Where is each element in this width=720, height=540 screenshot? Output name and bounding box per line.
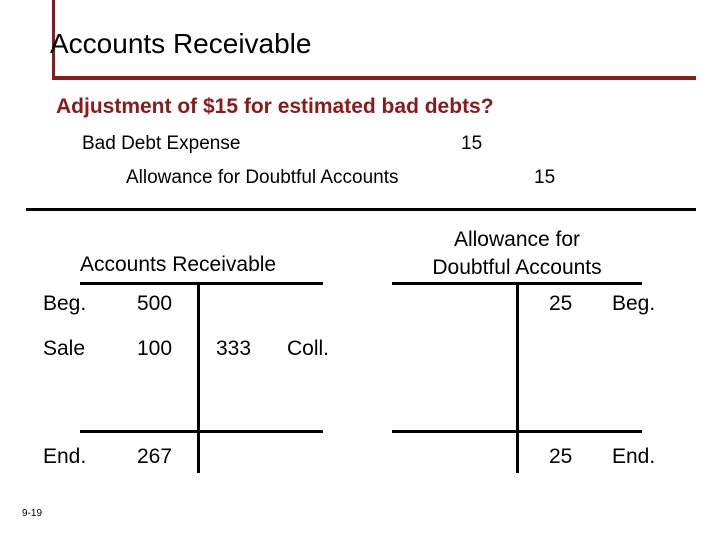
title-rule bbox=[52, 76, 696, 80]
t-account-title-line2: Doubtful Accounts bbox=[432, 256, 602, 279]
credit-account: Allowance for Doubtful Accounts bbox=[126, 167, 399, 188]
beg-label: Beg. bbox=[612, 292, 656, 315]
t-account-title: Accounts Receivable bbox=[80, 253, 277, 276]
t-account-center-line bbox=[197, 282, 200, 473]
sale-label: Sale bbox=[43, 337, 86, 360]
end-value: 267 bbox=[137, 445, 173, 468]
separator-line bbox=[26, 208, 696, 211]
beg-value: 25 bbox=[549, 292, 573, 315]
end-label: End. bbox=[612, 445, 656, 468]
collections-label: Coll. bbox=[287, 337, 330, 360]
beg-label: Beg. bbox=[43, 292, 87, 315]
beg-value: 500 bbox=[137, 292, 173, 315]
t-account-balance-line bbox=[392, 430, 642, 433]
t-account-title-line1: Allowance for bbox=[453, 228, 581, 251]
t-account-center-line bbox=[516, 282, 519, 473]
credit-amount: 15 bbox=[534, 167, 556, 188]
t-account-top-line bbox=[80, 282, 323, 285]
question-text: Adjustment of $15 for estimated bad debts? bbox=[56, 95, 494, 118]
t-account-balance-line bbox=[80, 430, 323, 433]
slide-number: 9-19 bbox=[22, 508, 43, 519]
debit-amount: 15 bbox=[461, 133, 483, 154]
end-value: 25 bbox=[549, 445, 573, 468]
sale-value: 100 bbox=[137, 337, 173, 360]
debit-account: Bad Debt Expense bbox=[82, 133, 241, 154]
end-label: End. bbox=[43, 445, 87, 468]
page-title: Accounts Receivable bbox=[50, 28, 312, 59]
collections-value: 333 bbox=[216, 337, 252, 360]
